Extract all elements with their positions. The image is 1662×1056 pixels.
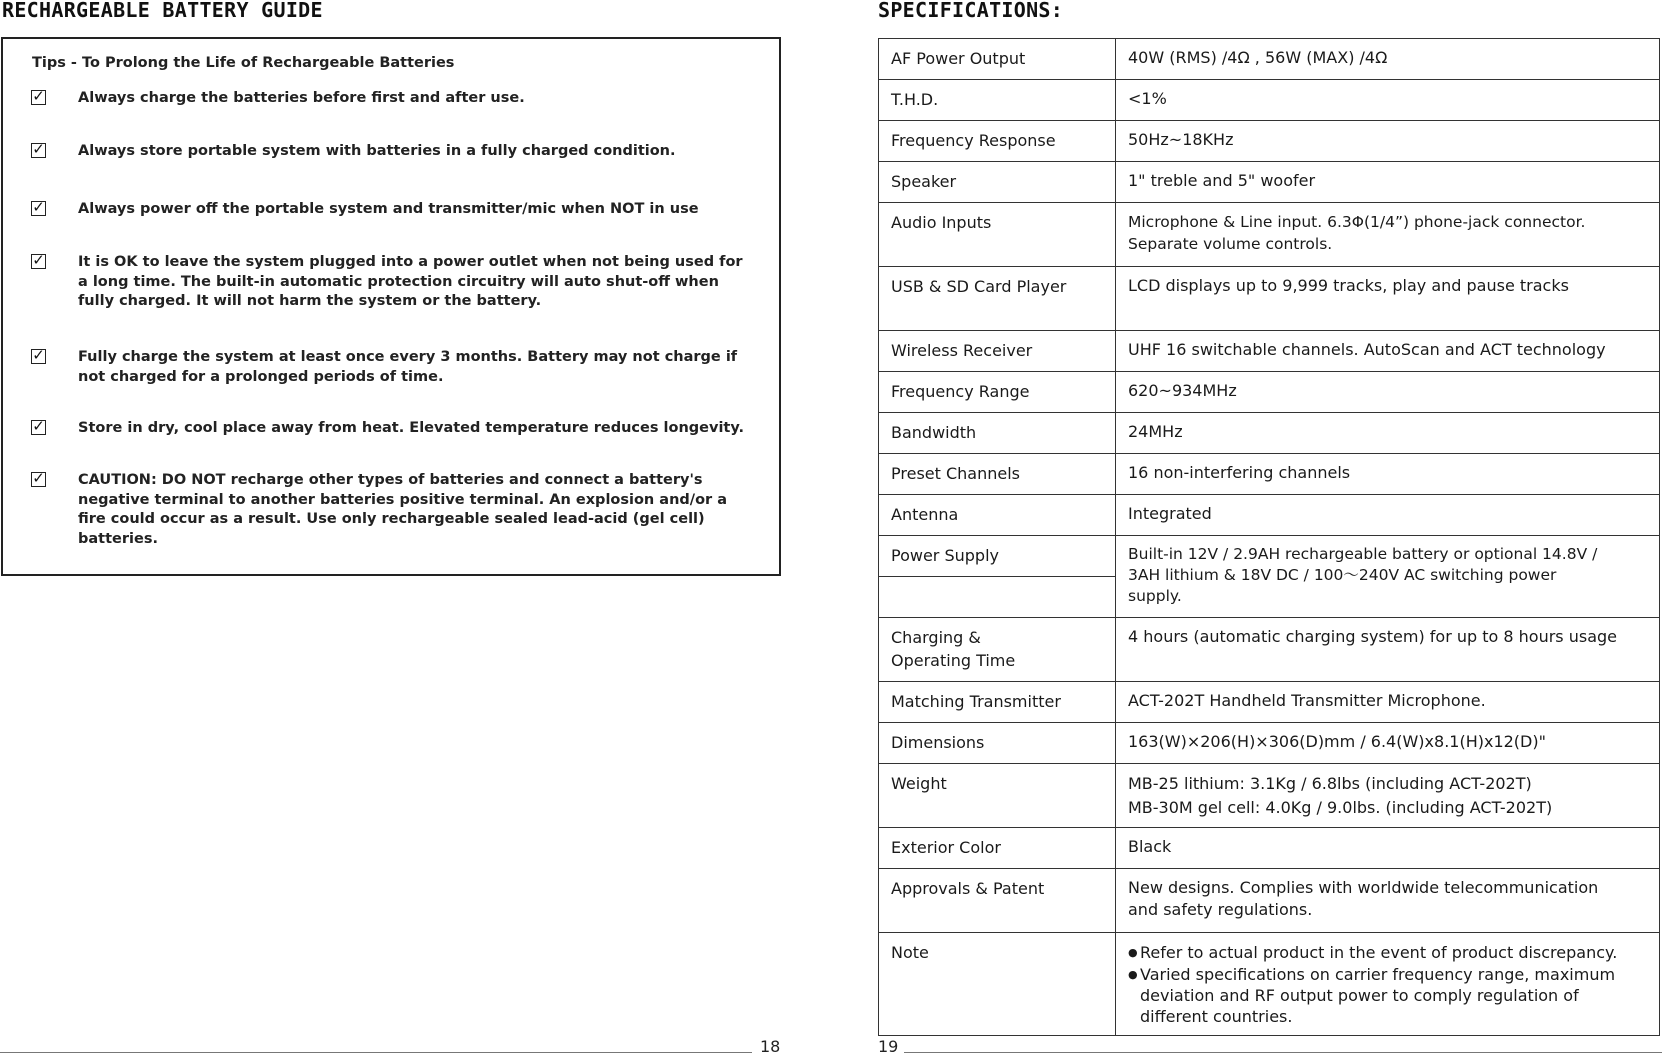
- spec-value: 1" treble and 5" woofer: [1116, 162, 1660, 203]
- spec-row: [879, 618, 1660, 682]
- spec-row: [879, 495, 1660, 536]
- spec-value: 163(W)×206(H)×306(D)mm / 6.4(W)x8.1(H)x12(D)": [1116, 723, 1660, 764]
- spec-value: Microphone & Line input. 6.3Φ(1/4”) phone-jack connector. Separate volume controls.: [1116, 203, 1660, 267]
- spec-value: New designs. Complies with worldwide telecommunication and safety regulations.: [1116, 869, 1660, 933]
- spec-label: Frequency Response: [879, 121, 1116, 162]
- spec-value: 50Hz~18KHz: [1116, 121, 1660, 162]
- specifications-table: [878, 38, 1660, 1036]
- spec-label: Exterior Color: [879, 828, 1116, 869]
- note-item: [1128, 942, 1655, 964]
- spec-row: [879, 413, 1660, 454]
- page-number: 19: [878, 1037, 899, 1056]
- footer-rule: [904, 1052, 1662, 1053]
- note-text: Varied specifications on carrier frequency range, maximum deviation and RF output power to comply regulation of different countries.: [1140, 965, 1616, 1026]
- bullet-icon: ●: [1128, 946, 1138, 959]
- spec-value: 16 non-interfering channels: [1116, 454, 1660, 495]
- tip-text: Fully charge the system at least once every 3 months. Battery may not charge if not charged for a prolonged periods of time.: [78, 349, 738, 385]
- bullet-icon: ●: [1128, 968, 1138, 981]
- note-item: [1128, 964, 1655, 1027]
- battery-tips-box: [1, 37, 781, 576]
- footer-rule: [0, 1052, 752, 1053]
- spec-label: Speaker: [879, 162, 1116, 203]
- spec-label: Note: [879, 933, 1116, 1036]
- spec-label: Approvals & Patent: [879, 869, 1116, 933]
- spec-row: [879, 869, 1660, 933]
- spec-label: T.H.D.: [879, 80, 1116, 121]
- spec-label: Bandwidth: [879, 413, 1116, 454]
- checkbox-checked-icon: ✓: [32, 140, 45, 158]
- spec-row: [879, 267, 1660, 331]
- tip-text: Always store portable system with batteries in a fully charged condition.: [78, 143, 676, 159]
- battery-guide-heading: RECHARGEABLE BATTERY GUIDE: [2, 0, 323, 22]
- spec-row: [879, 80, 1660, 121]
- spec-label: Power Supply: [879, 536, 1116, 577]
- spec-label: Weight: [879, 764, 1116, 828]
- spec-label: Charging & Operating Time: [879, 618, 1116, 682]
- tip-text: Store in dry, cool place away from heat. Elevated temperature reduces longevity.: [78, 420, 744, 436]
- checkbox-checked-icon: ✓: [32, 417, 45, 435]
- spec-value: Integrated: [1116, 495, 1660, 536]
- spec-label: Wireless Receiver: [879, 331, 1116, 372]
- spec-row: [879, 331, 1660, 372]
- checkbox-checked-icon: ✓: [32, 198, 45, 216]
- spec-value: LCD displays up to 9,999 tracks, play and pause tracks: [1116, 267, 1660, 331]
- spec-value: ACT-202T Handheld Transmitter Microphone.: [1116, 682, 1660, 723]
- spec-row: [879, 828, 1660, 869]
- spec-label: Audio Inputs: [879, 203, 1116, 267]
- spec-value: UHF 16 switchable channels. AutoScan and ACT technology: [1116, 331, 1660, 372]
- spec-value: Black: [1116, 828, 1660, 869]
- spec-value: 620~934MHz: [1116, 372, 1660, 413]
- spec-row: [879, 536, 1660, 577]
- spec-value: MB-25 lithium: 3.1Kg / 6.8lbs (including ACT-202T) MB-30M gel cell: 4.0Kg / 9.0lbs. (including ACT-202T): [1116, 764, 1660, 828]
- tip-item: [31, 348, 761, 387]
- tip-item: [31, 89, 761, 109]
- specifications-heading: SPECIFICATIONS:: [878, 0, 1064, 22]
- tip-item: [31, 471, 761, 549]
- tip-text: Always charge the batteries before first and after use.: [78, 90, 525, 106]
- spec-value: <1%: [1116, 80, 1660, 121]
- tip-item: [31, 142, 761, 162]
- spec-value: Built-in 12V / 2.9AH rechargeable battery or optional 14.8V / 3AH lithium & 18V DC / 100～240V AC switching power supply.: [1116, 536, 1660, 618]
- spec-label: Matching Transmitter: [879, 682, 1116, 723]
- spec-label: AF Power Output: [879, 39, 1116, 80]
- spec-row: [879, 39, 1660, 80]
- tips-title: Tips - To Prolong the Life of Rechargeable Batteries: [32, 55, 455, 71]
- spec-row: [879, 203, 1660, 267]
- tip-text: It is OK to leave the system plugged into a power outlet when not being used for a long time. The built-in automatic protection circuitry will auto shut-off when fully charged. It will not harm the system or the battery.: [78, 254, 743, 309]
- spec-label: Antenna: [879, 495, 1116, 536]
- note-text: Refer to actual product in the event of product discrepancy.: [1140, 943, 1618, 962]
- spec-label: Frequency Range: [879, 372, 1116, 413]
- spec-row: [879, 933, 1660, 1036]
- tip-text: Always power off the portable system and transmitter/mic when NOT in use: [78, 201, 699, 217]
- spec-row: [879, 682, 1660, 723]
- spec-label: Preset Channels: [879, 454, 1116, 495]
- spec-row: [879, 723, 1660, 764]
- spec-label: USB & SD Card Player: [879, 267, 1116, 331]
- spec-row: [879, 162, 1660, 203]
- spec-label-empty: [879, 577, 1116, 618]
- tip-item: [31, 253, 761, 312]
- spec-value: 40W (RMS) /4Ω , 56W (MAX) /4Ω: [1116, 39, 1660, 80]
- spec-row: [879, 764, 1660, 828]
- checkbox-checked-icon: ✓: [32, 469, 45, 487]
- checkbox-checked-icon: ✓: [32, 346, 45, 364]
- spec-value: [1116, 933, 1660, 1036]
- spec-row: [879, 372, 1660, 413]
- spec-value: 4 hours (automatic charging system) for up to 8 hours usage: [1116, 618, 1660, 682]
- tip-item: [31, 419, 761, 439]
- checkbox-checked-icon: ✓: [32, 87, 45, 105]
- checkbox-checked-icon: ✓: [32, 251, 45, 269]
- tip-item: [31, 200, 761, 220]
- spec-value: 24MHz: [1116, 413, 1660, 454]
- spec-row: [879, 454, 1660, 495]
- spec-row: [879, 121, 1660, 162]
- page-number: 18: [760, 1037, 781, 1056]
- tip-text: CAUTION: DO NOT recharge other types of batteries and connect a battery's negative terminal to another batteries positive terminal. An explosion and/or a fire could occur as a result. Use only rechargeable sealed lead-acid (gel cell) batteries.: [78, 472, 728, 547]
- spec-label: Dimensions: [879, 723, 1116, 764]
